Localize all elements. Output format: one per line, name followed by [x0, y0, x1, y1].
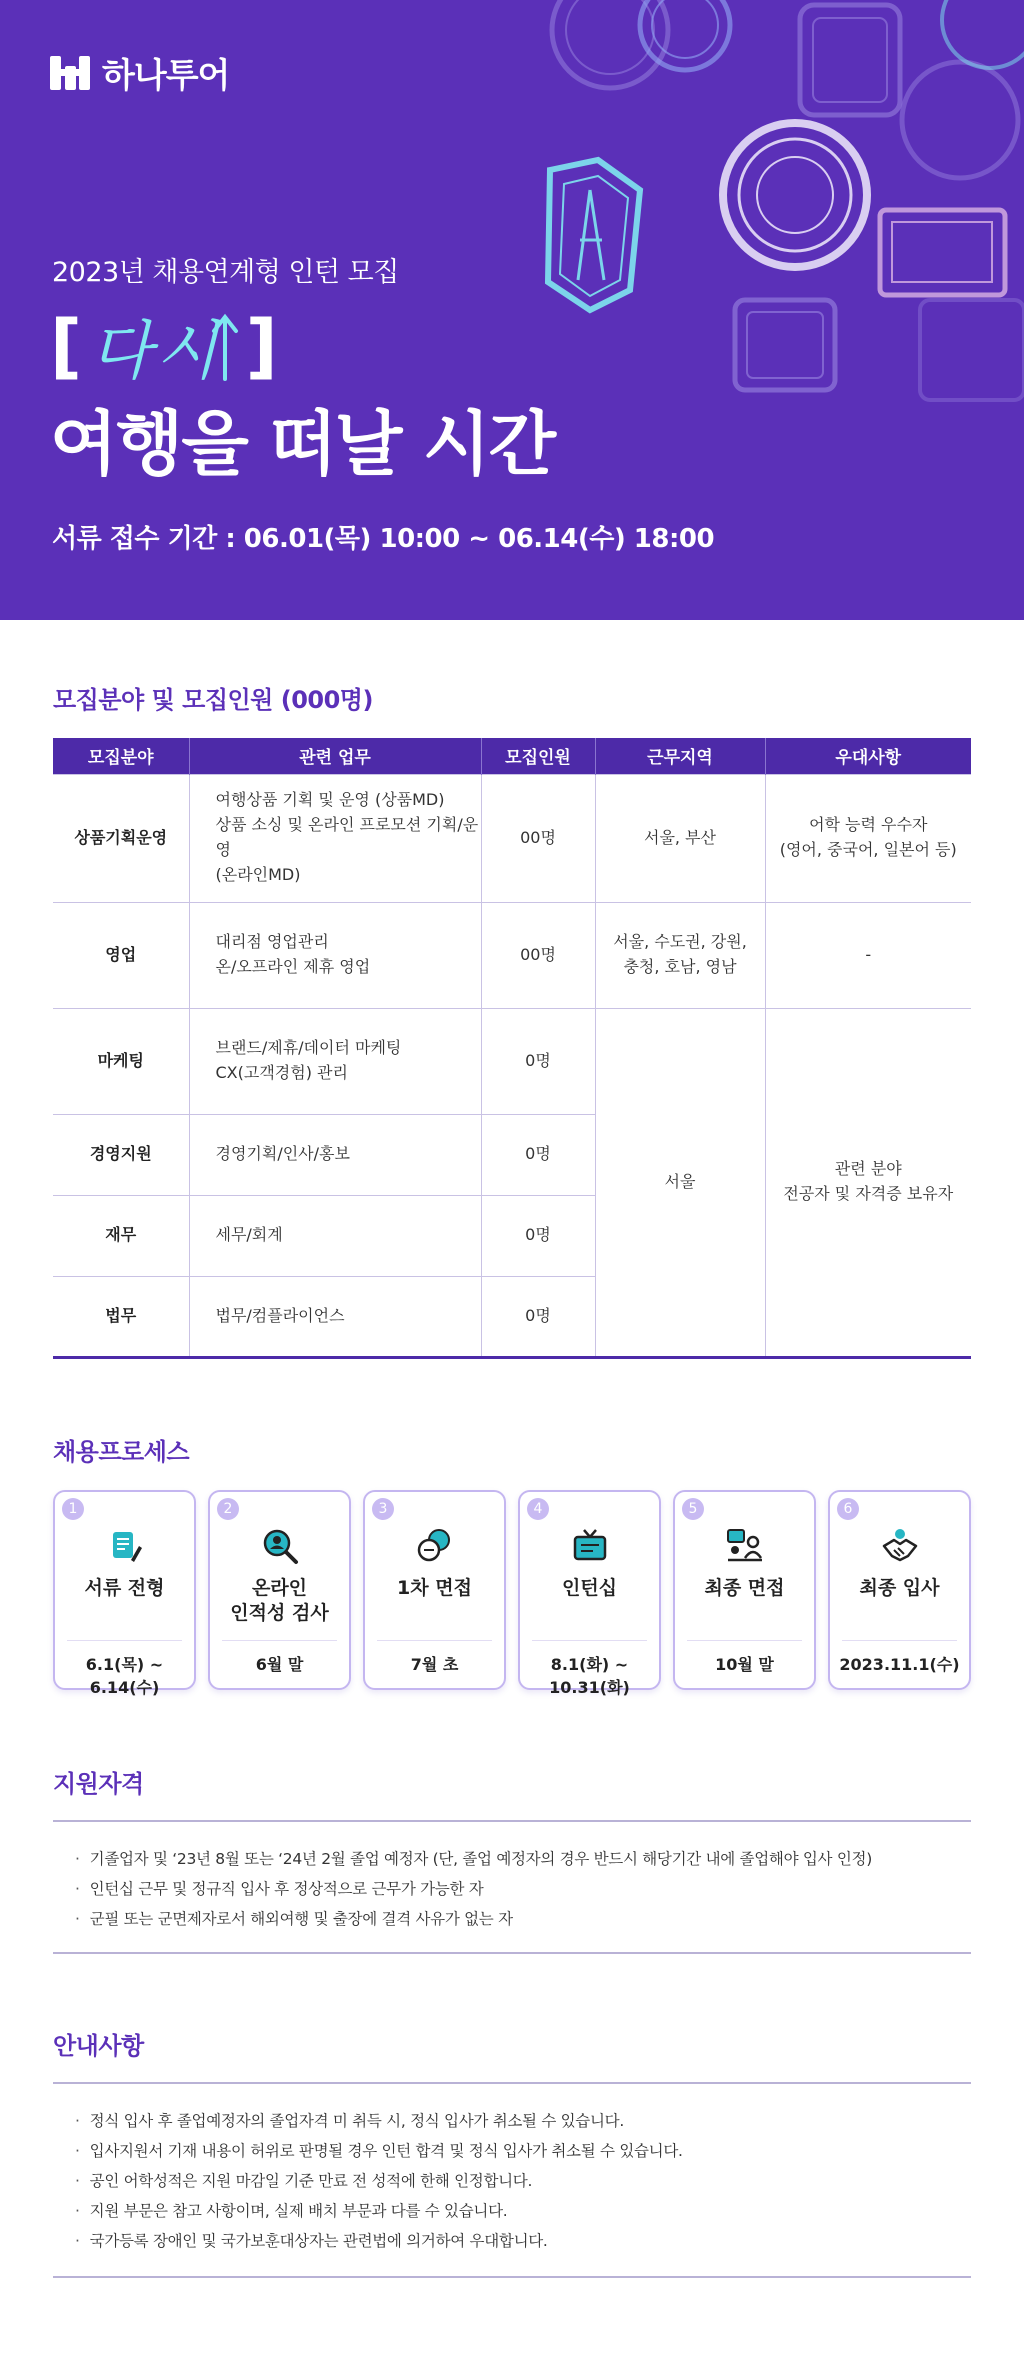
- hanatour-logo[interactable]: [48, 48, 229, 97]
- travel-stamps-illustration: [520, 0, 1024, 420]
- header-duties: 관련 업무: [189, 738, 481, 774]
- step-label: 인턴십: [561, 1577, 618, 1599]
- count-cell: 00명: [481, 902, 595, 1008]
- notice-list: [53, 2082, 971, 2278]
- duties-cell: 세무/회계: [189, 1195, 481, 1276]
- region-cell: 서울, 부산: [595, 774, 765, 902]
- count-cell: 0명: [481, 1276, 595, 1357]
- application-period: 서류 접수 기간 : 06.01(목) 10:00 ~ 06.14(수) 18:00: [52, 524, 715, 554]
- bracket-open: [: [50, 305, 82, 387]
- step-number: 4: [527, 1498, 549, 1520]
- process-section-title: 채용프로세스: [53, 1438, 190, 1466]
- process-step: [208, 1490, 351, 1690]
- duty-line: 브랜드/제휴/데이터 마케팅: [215, 1038, 402, 1058]
- handwritten-text: 다시: [90, 315, 222, 389]
- list-item: · 정식 입사 후 졸업예정자의 졸업자격 미 취득 시, 정식 입사가 취소될 수 있습니다.: [75, 2106, 971, 2136]
- step-date: 2023.11.1(수): [839, 1655, 960, 1674]
- interview-icon: [725, 1526, 765, 1566]
- step-divider: [377, 1640, 492, 1641]
- header-preference: 우대사항: [765, 738, 971, 774]
- handshake-icon: [880, 1526, 920, 1566]
- count-cell: 0명: [481, 1195, 595, 1276]
- table-row: [53, 1008, 971, 1114]
- region-cell: [595, 902, 765, 1008]
- field-cell: 마케팅: [53, 1008, 189, 1114]
- list-item: · 인턴십 근무 및 정규직 입사 후 정상적으로 근무가 가능한 자: [75, 1874, 971, 1904]
- process-step: [518, 1490, 661, 1697]
- recruit-section-title: 모집분야 및 모집인원 (000명): [53, 686, 373, 714]
- up-arrow-icon: [210, 311, 240, 381]
- step-number: 6: [837, 1498, 859, 1520]
- step-label: 최종 면접: [704, 1577, 785, 1599]
- chat-bubbles-icon: [415, 1526, 455, 1566]
- duties-cell: 경영기획/인사/홍보: [189, 1114, 481, 1195]
- step-date: 10월 말: [715, 1655, 774, 1674]
- region-line: 충청, 호남, 영남: [623, 957, 737, 976]
- step-label: 최종 입사: [859, 1577, 940, 1599]
- list-item: · 국가등록 장애인 및 국가보훈대상자는 관련법에 의거하여 우대합니다.: [75, 2226, 971, 2256]
- process-step: [53, 1490, 196, 1697]
- notice-section-title: 안내사항: [53, 2032, 144, 2060]
- document-edit-icon: [105, 1526, 145, 1566]
- field-cell: 영업: [53, 902, 189, 1008]
- duty-line: 상품 소싱 및 온라인 프로모션 기획/운영: [215, 815, 479, 859]
- pref-line: (영어, 중국어, 일본어 등): [779, 840, 957, 859]
- pref-line: 관련 분야: [834, 1159, 902, 1179]
- count-cell: 0명: [481, 1114, 595, 1195]
- field-cell: 재무: [53, 1195, 189, 1276]
- step-number: 3: [372, 1498, 394, 1520]
- process-step: [363, 1490, 506, 1690]
- duties-cell: 법무/컴플라이언스: [189, 1276, 481, 1357]
- logo-mark-icon: [48, 52, 92, 94]
- process-steps: [53, 1490, 971, 1697]
- step-divider: [532, 1640, 647, 1641]
- list-item: · 입사지원서 기재 내용이 허위로 판명될 경우 인턴 합격 및 정식 입사가 취소될 수 있습니다.: [75, 2136, 971, 2166]
- bracket-close: ]: [245, 305, 278, 387]
- search-person-icon: [260, 1526, 300, 1566]
- header-field: 모집분야: [53, 738, 189, 774]
- duty-line: CX(고객경험) 관리: [215, 1063, 348, 1082]
- field-cell: 경영지원: [53, 1114, 189, 1195]
- step-divider: [687, 1640, 802, 1641]
- table-row: [53, 902, 971, 1008]
- step-number: 5: [682, 1498, 704, 1520]
- step-date: 7월 초: [410, 1655, 459, 1674]
- count-cell: 0명: [481, 1008, 595, 1114]
- duty-line: 대리점 영업관리: [215, 932, 329, 952]
- region-cell-shared: 서울: [595, 1008, 765, 1357]
- step-date: 6월 말: [255, 1655, 304, 1674]
- recruit-table: [53, 738, 971, 1359]
- step-label: 1차 면접: [397, 1577, 472, 1599]
- duties-cell: [189, 1008, 481, 1114]
- step-number: 2: [217, 1498, 239, 1520]
- preference-cell-shared: [765, 1008, 971, 1357]
- step-divider: [842, 1640, 957, 1641]
- step-label: 서류 전형: [84, 1577, 165, 1599]
- list-item: · 기졸업자 및 ‘23년 8월 또는 ‘24년 2월 졸업 예정자 (단, 졸업 예정자의 경우 반드시 해당기간 내에 졸업해야 입사 인정): [75, 1844, 971, 1874]
- list-item: · 지원 부문은 참고 사항이며, 실제 배치 부문과 다를 수 있습니다.: [75, 2196, 971, 2226]
- pref-line: 어학 능력 우수자: [809, 815, 928, 835]
- hero-subtitle: 2023년 채용연계형 인턴 모집: [52, 257, 399, 288]
- header-count: 모집인원: [481, 738, 595, 774]
- process-step: [828, 1490, 971, 1690]
- duty-line: 여행상품 기획 및 운영 (상품MD): [215, 790, 445, 810]
- duty-line: (온라인MD): [215, 864, 301, 884]
- process-step: [673, 1490, 816, 1690]
- count-cell: 00명: [481, 774, 595, 902]
- step-date: 8.1(화) ~ 10.31(화): [549, 1655, 630, 1697]
- hero-headline-line2: 여행을 떠날 시간: [50, 403, 555, 485]
- list-item: · 공인 어학성적은 지원 마감일 기준 만료 전 성적에 한해 인정합니다.: [75, 2166, 971, 2196]
- preference-cell: [765, 774, 971, 902]
- hero-banner: [0, 0, 1024, 620]
- list-item: · 군필 또는 군면제자로서 해외여행 및 출장에 결격 사유가 없는 자: [75, 1904, 971, 1934]
- region-line: 서울, 수도권, 강원,: [613, 932, 747, 952]
- step-divider: [222, 1640, 337, 1641]
- monitor-icon: [570, 1526, 610, 1566]
- logo-text: 하나투어: [102, 56, 230, 96]
- pref-line: 전공자 및 자격증 보유자: [783, 1184, 954, 1203]
- duties-cell: [189, 774, 481, 902]
- table-row: [53, 774, 971, 902]
- step-number: 1: [62, 1498, 84, 1520]
- field-cell: 상품기획운영: [53, 774, 189, 902]
- preference-cell: -: [765, 902, 971, 1008]
- duty-line: 온/오프라인 제휴 영업: [215, 957, 371, 976]
- step-label: 온라인 인적성 검사: [230, 1577, 329, 1624]
- header-region: 근무지역: [595, 738, 765, 774]
- qualification-list: [53, 1820, 971, 1954]
- step-divider: [67, 1640, 182, 1641]
- qualification-section-title: 지원자격: [53, 1770, 144, 1798]
- field-cell: 법무: [53, 1276, 189, 1357]
- step-date: 6.1(목) ~ 6.14(수): [85, 1655, 164, 1697]
- hero-headline-line1: [50, 300, 278, 392]
- table-header-row: [53, 738, 971, 774]
- duties-cell: [189, 902, 481, 1008]
